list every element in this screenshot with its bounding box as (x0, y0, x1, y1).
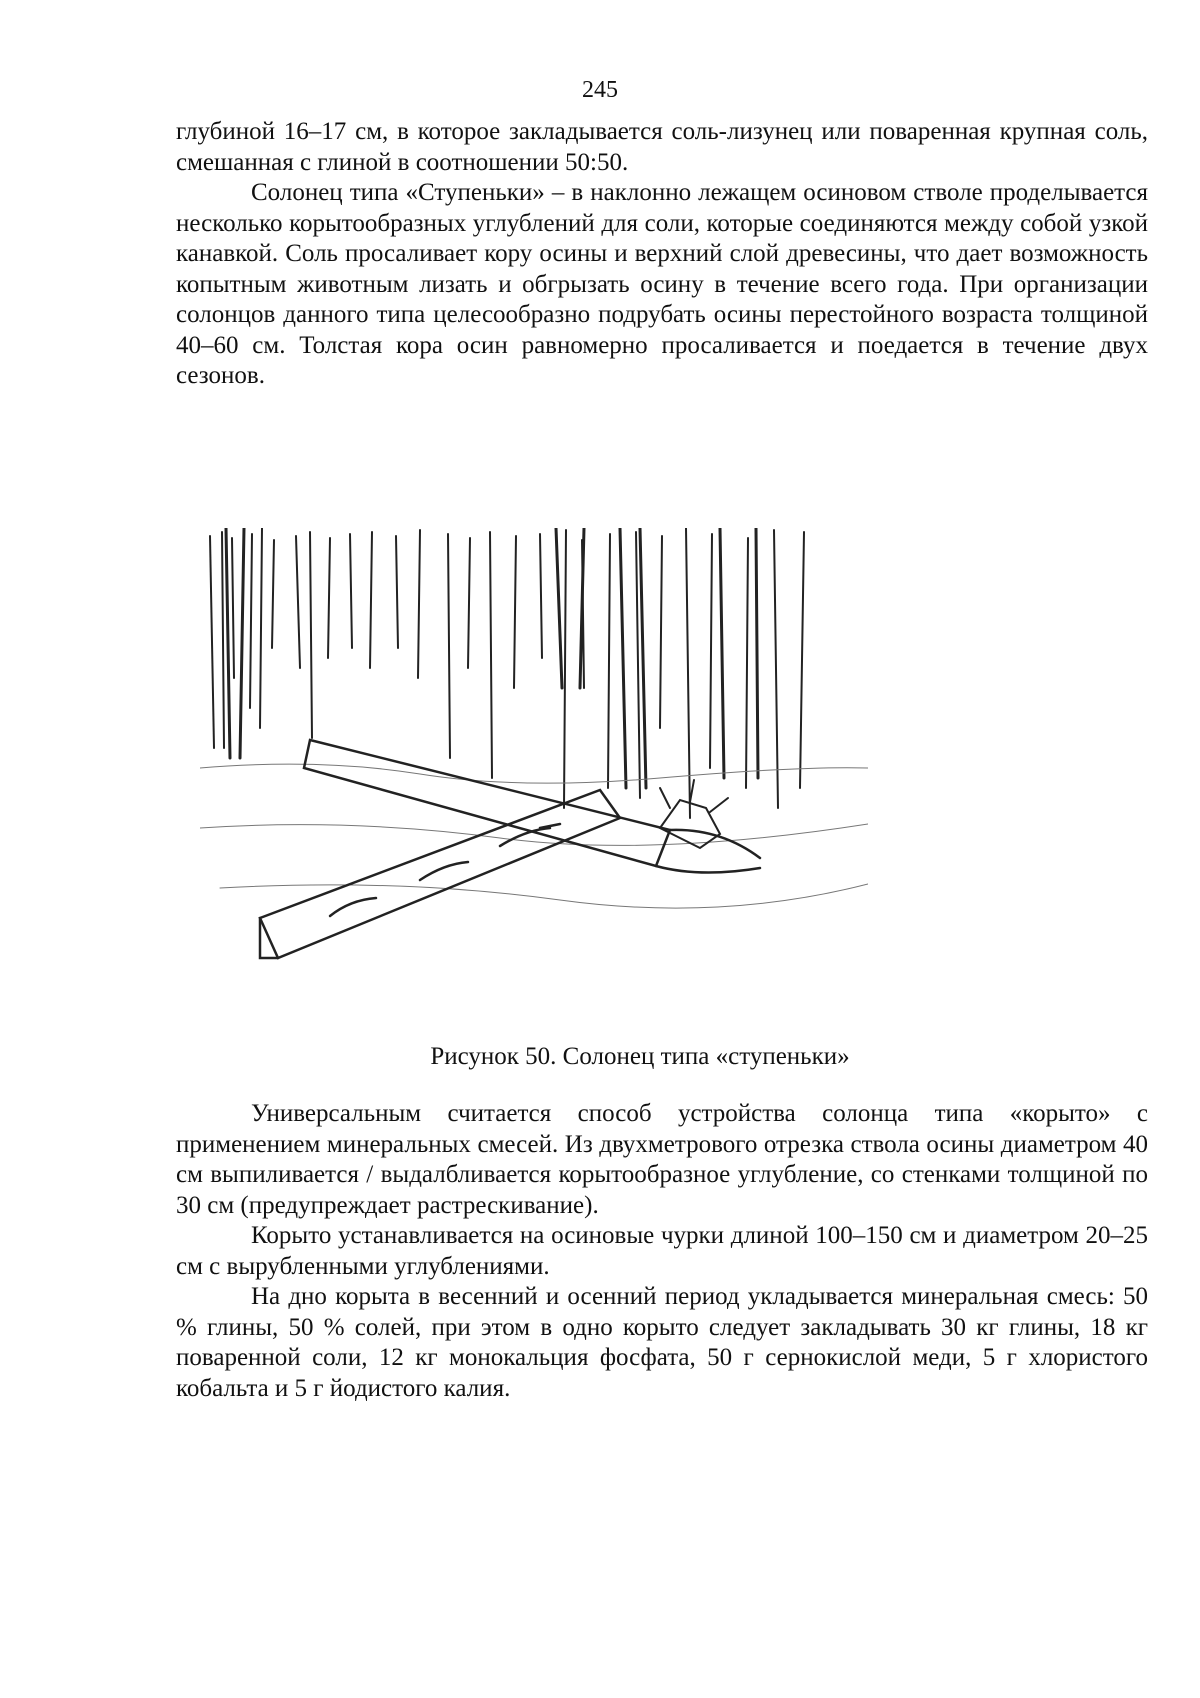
figure-caption: Рисунок 50. Солонец типа «ступеньки» (430, 1043, 850, 1070)
bottom-text-block (176, 1099, 1148, 1404)
paragraph-koryto: Универсальным считается способ устройства солонца типа «корыто» с применением минеральных смесей. Из двухметрового отрезка ствола осины диаметром 40 см выпиливается / выдалбливается корытообразное углубление, со стенками толщиной по 30 см (предупреждает растрескивание). (176, 1100, 1148, 1219)
forest-salt-lick-drawing (200, 528, 868, 1030)
paragraph-churki: Корыто устанавливается на осиновые чурки длиной 100–150 см и диаметром 20–25 см с вырубленными углублениями. (176, 1222, 1148, 1280)
page-number: 245 (582, 77, 618, 103)
top-text-block (176, 117, 1148, 392)
figure-illustration (200, 528, 868, 1030)
paragraph-mineral-mix: На дно корыта в весенний и осенний период укладывается минеральная смесь: 50 % глины, 50 % солей, при этом в одно корыто следует закладывать 30 кг глины, 18 кг поваренной соли, 12 кг монокальция фосфата, 50 г сернокислой меди, 5 г хлористого кобальта и 5 г йодистого калия. (176, 1283, 1148, 1402)
paragraph-stupenki: Солонец типа «Ступеньки» – в наклонно лежащем осиновом стволе проделывается несколько корытообразных углублений для соли, которые соединяются между собой узкой канавкой. Соль просаливает кору осины и верхний слой древесины, что дает возможность копытным животным лизать и обгрызать осину в течение всего года. При организации солонцов данного типа целесообразно подрубать осины перестойного возраста толщиной 40–60 см. Толстая кора осин равномерно просаливается и поедается в течение двух сезонов. (176, 179, 1148, 389)
paragraph-continuation: глубиной 16–17 см, в которое закладывается соль-лизунец или поваренная крупная соль, смешанная с глиной в соотношении 50:50. (176, 118, 1148, 176)
